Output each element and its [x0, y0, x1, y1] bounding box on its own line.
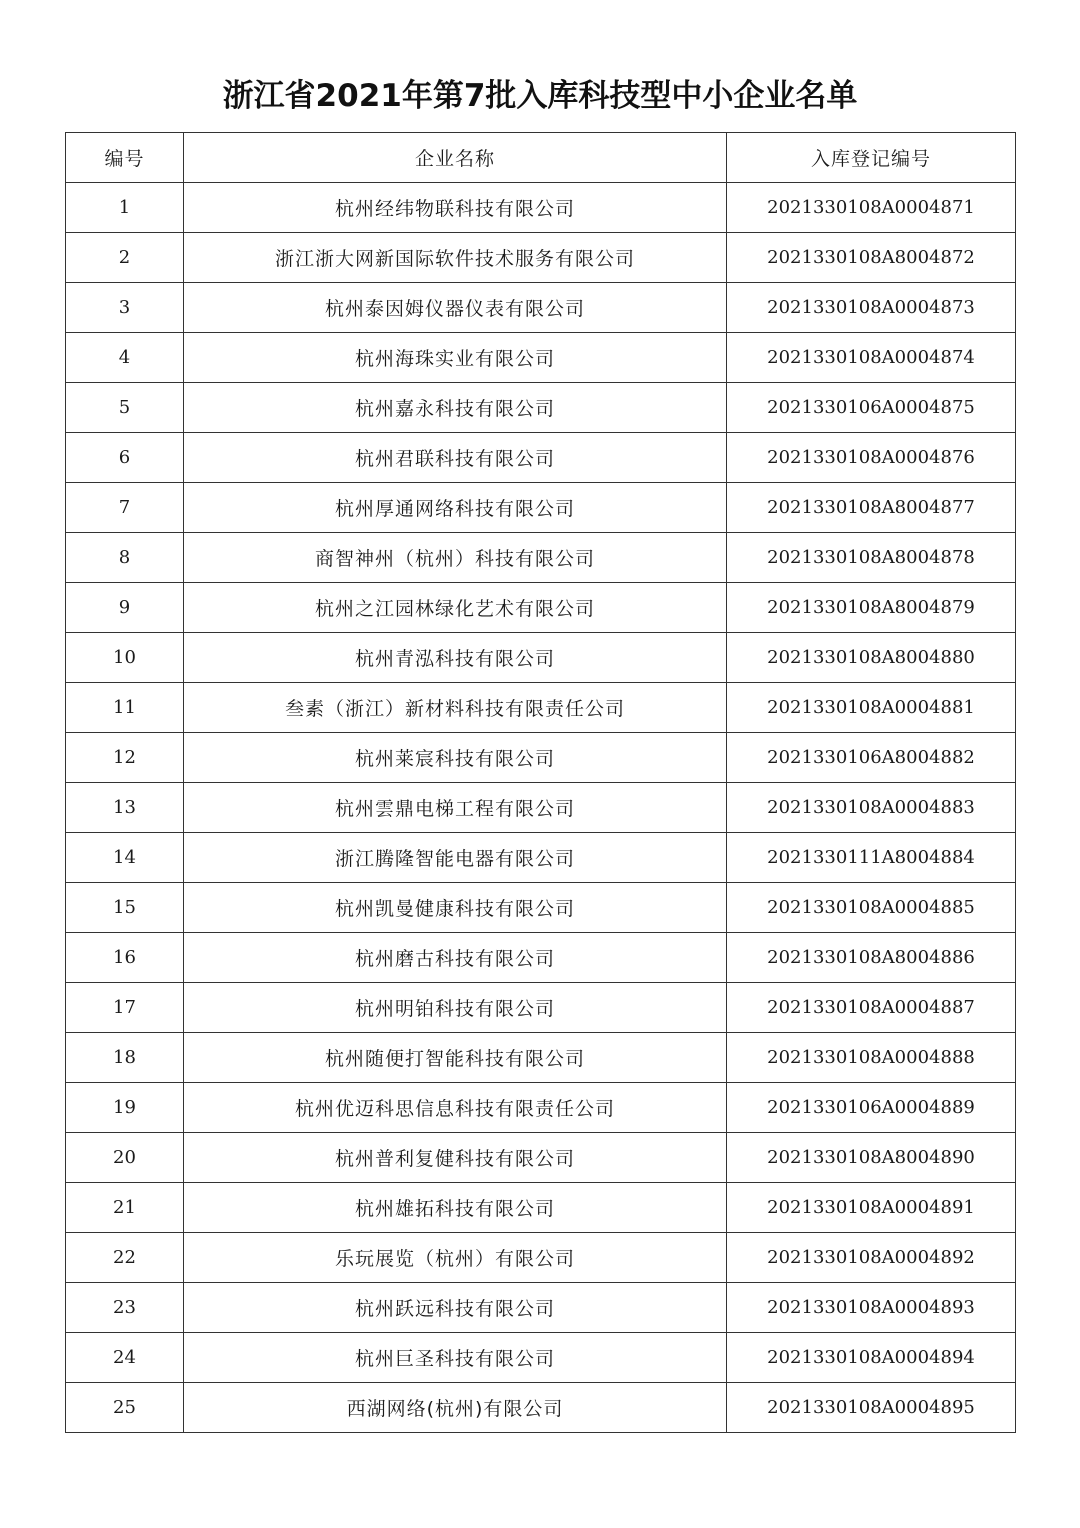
- row-number: 3: [66, 283, 184, 333]
- registration-code: 2021330108A0004892: [727, 1233, 1016, 1283]
- company-name: 杭州普利复健科技有限公司: [184, 1133, 727, 1183]
- company-name: 杭州泰因姆仪器仪表有限公司: [184, 283, 727, 333]
- row-number: 4: [66, 333, 184, 383]
- row-number: 14: [66, 833, 184, 883]
- registration-code: 2021330108A8004880: [727, 633, 1016, 683]
- company-name: 杭州厚通网络科技有限公司: [184, 483, 727, 533]
- table-row: [66, 1033, 1016, 1083]
- registration-code: 2021330111A8004884: [727, 833, 1016, 883]
- registration-code: 2021330108A0004874: [727, 333, 1016, 383]
- row-number: 16: [66, 933, 184, 983]
- page-title: 浙江省2021年第7批入库科技型中小企业名单: [222, 78, 858, 114]
- row-number: 9: [66, 583, 184, 633]
- row-number: 20: [66, 1133, 184, 1183]
- row-number: 24: [66, 1333, 184, 1383]
- company-name: 浙江浙大网新国际软件技术服务有限公司: [184, 233, 727, 283]
- table-row: [66, 733, 1016, 783]
- row-number: 25: [66, 1383, 184, 1433]
- table-row: [66, 183, 1016, 233]
- registration-code: 2021330108A8004872: [727, 233, 1016, 283]
- column-header-company-name: 企业名称: [184, 133, 727, 183]
- row-number: 2: [66, 233, 184, 283]
- row-number: 11: [66, 683, 184, 733]
- company-name: 杭州经纬物联科技有限公司: [184, 183, 727, 233]
- company-name: 乐玩展览（杭州）有限公司: [184, 1233, 727, 1283]
- company-name: 商智神州（杭州）科技有限公司: [184, 533, 727, 583]
- row-number: 12: [66, 733, 184, 783]
- table-row: [66, 233, 1016, 283]
- row-number: 13: [66, 783, 184, 833]
- registration-code: 2021330108A0004888: [727, 1033, 1016, 1083]
- registration-code: 2021330108A0004876: [727, 433, 1016, 483]
- row-number: 8: [66, 533, 184, 583]
- registration-code: 2021330108A0004885: [727, 883, 1016, 933]
- registration-code: 2021330108A8004890: [727, 1133, 1016, 1183]
- row-number: 23: [66, 1283, 184, 1333]
- enterprise-table: [65, 132, 1016, 1433]
- company-name: 杭州雲鼎电梯工程有限公司: [184, 783, 727, 833]
- table-row: [66, 533, 1016, 583]
- company-name: 杭州磨古科技有限公司: [184, 933, 727, 983]
- company-name: 杭州海珠实业有限公司: [184, 333, 727, 383]
- table-row: [66, 433, 1016, 483]
- registration-code: 2021330108A8004886: [727, 933, 1016, 983]
- row-number: 7: [66, 483, 184, 533]
- company-name: 杭州优迈科思信息科技有限责任公司: [184, 1083, 727, 1133]
- row-number: 18: [66, 1033, 184, 1083]
- company-name: 杭州跃远科技有限公司: [184, 1283, 727, 1333]
- row-number: 17: [66, 983, 184, 1033]
- column-header-registration-code: 入库登记编号: [727, 133, 1016, 183]
- registration-code: 2021330106A0004889: [727, 1083, 1016, 1133]
- table-header-row: [66, 133, 1016, 183]
- registration-code: 2021330108A0004873: [727, 283, 1016, 333]
- table-row: [66, 883, 1016, 933]
- table-row: [66, 1333, 1016, 1383]
- table-row: [66, 1183, 1016, 1233]
- row-number: 10: [66, 633, 184, 683]
- registration-code: 2021330108A0004887: [727, 983, 1016, 1033]
- table-row: [66, 583, 1016, 633]
- table-row: [66, 1083, 1016, 1133]
- row-number: 15: [66, 883, 184, 933]
- company-name: 西湖网络(杭州)有限公司: [184, 1383, 727, 1433]
- company-name: 杭州随便打智能科技有限公司: [184, 1033, 727, 1083]
- row-number: 21: [66, 1183, 184, 1233]
- row-number: 22: [66, 1233, 184, 1283]
- company-name: 叁素（浙江）新材料科技有限责任公司: [184, 683, 727, 733]
- company-name: 杭州雄拓科技有限公司: [184, 1183, 727, 1233]
- table-row: [66, 783, 1016, 833]
- registration-code: 2021330108A8004879: [727, 583, 1016, 633]
- table-row: [66, 333, 1016, 383]
- table-row: [66, 1383, 1016, 1433]
- row-number: 5: [66, 383, 184, 433]
- table-row: [66, 633, 1016, 683]
- company-name: 杭州青泓科技有限公司: [184, 633, 727, 683]
- registration-code: 2021330108A8004877: [727, 483, 1016, 533]
- registration-code: 2021330108A8004878: [727, 533, 1016, 583]
- registration-code: 2021330106A0004875: [727, 383, 1016, 433]
- table-row: [66, 383, 1016, 433]
- company-name: 杭州之江园林绿化艺术有限公司: [184, 583, 727, 633]
- company-name: 杭州明铂科技有限公司: [184, 983, 727, 1033]
- table-row: [66, 1233, 1016, 1283]
- registration-code: 2021330108A0004883: [727, 783, 1016, 833]
- company-name: 杭州莱宸科技有限公司: [184, 733, 727, 783]
- table-row: [66, 283, 1016, 333]
- column-header-number: 编号: [66, 133, 184, 183]
- table-body: [66, 183, 1016, 1433]
- company-name: 杭州君联科技有限公司: [184, 433, 727, 483]
- registration-code: 2021330108A0004895: [727, 1383, 1016, 1433]
- table-row: [66, 1283, 1016, 1333]
- table-row: [66, 683, 1016, 733]
- company-name: 杭州巨圣科技有限公司: [184, 1333, 727, 1383]
- table-row: [66, 933, 1016, 983]
- row-number: 1: [66, 183, 184, 233]
- registration-code: 2021330106A8004882: [727, 733, 1016, 783]
- table-row: [66, 833, 1016, 883]
- table-row: [66, 1133, 1016, 1183]
- table-row: [66, 983, 1016, 1033]
- registration-code: 2021330108A0004881: [727, 683, 1016, 733]
- registration-code: 2021330108A0004894: [727, 1333, 1016, 1383]
- company-name: 杭州嘉永科技有限公司: [184, 383, 727, 433]
- table-row: [66, 483, 1016, 533]
- company-name: 杭州凯曼健康科技有限公司: [184, 883, 727, 933]
- row-number: 6: [66, 433, 184, 483]
- registration-code: 2021330108A0004871: [727, 183, 1016, 233]
- company-name: 浙江腾隆智能电器有限公司: [184, 833, 727, 883]
- registration-code: 2021330108A0004891: [727, 1183, 1016, 1233]
- row-number: 19: [66, 1083, 184, 1133]
- registration-code: 2021330108A0004893: [727, 1283, 1016, 1333]
